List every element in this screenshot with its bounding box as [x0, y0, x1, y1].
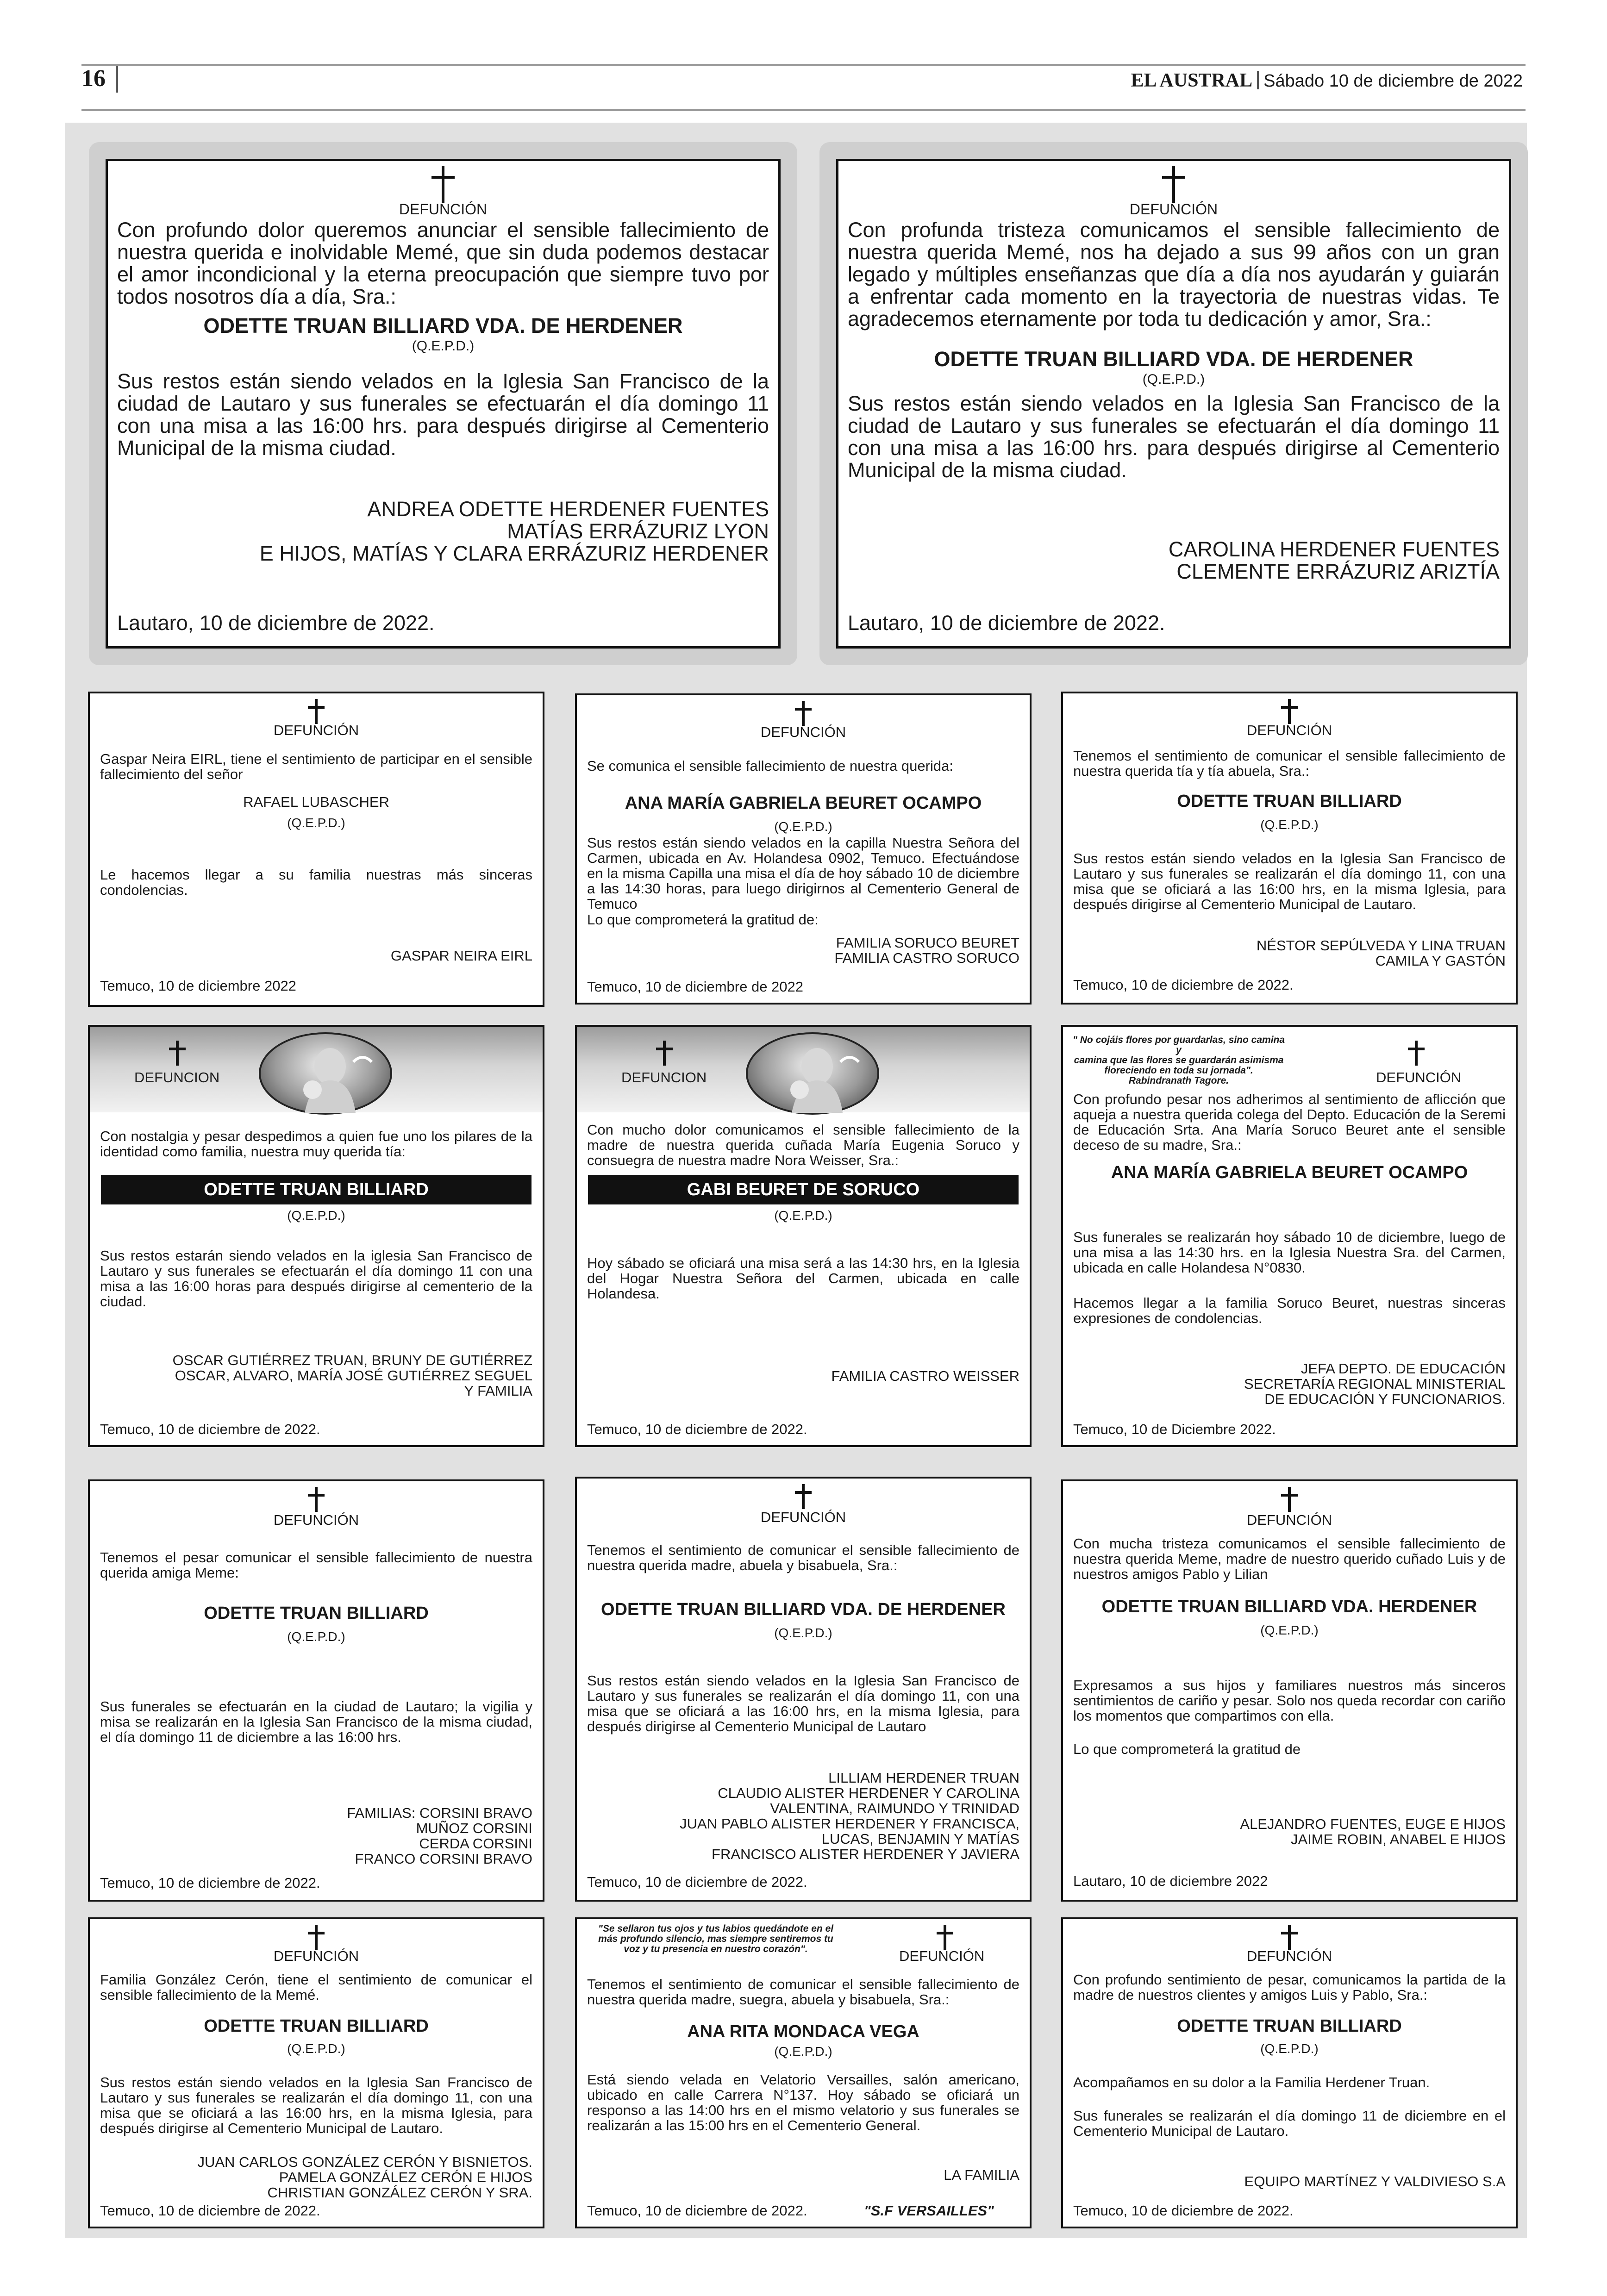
notice-intro: Tenemos el sentimiento de comunicar el sensible fallecimiento de nuestra querida madre, abuela y bisabuela, Sra.: — [587, 1542, 1019, 1573]
header-top-rule — [81, 64, 1526, 66]
notice-1-frame — [89, 142, 797, 665]
notice-intro: Tenemos el pesar comunicar el sensible fallecimiento de nuestra querida amiga Meme: — [100, 1549, 532, 1581]
signers — [1073, 1816, 1506, 1847]
notice-kind: DEFUNCIÓN — [760, 724, 846, 740]
cross-icon — [802, 701, 805, 726]
notice-date: Temuco, 10 de diciembre 2022 — [100, 978, 296, 994]
signers — [1073, 2174, 1506, 2189]
signers — [1169, 538, 1500, 583]
notice-6 — [88, 1025, 544, 1447]
signer-line: E HIJOS, MATÍAS Y CLARA ERRÁZURIZ HERDENER — [259, 542, 769, 565]
qepd: (Q.E.P.D.) — [287, 2041, 345, 2056]
signers — [100, 1353, 532, 1398]
notice-date: Temuco, 10 de Diciembre 2022. — [1073, 1421, 1276, 1437]
notice-text: Sus restos están siendo velados en la Iglesia San Francisco de Lautaro y sus funerales se realizarán el día domingo 11, con una misa que se oficiará a las 16:00 hrs, en la misma Iglesia, para después dirigirse al Cementerio Municipal de Lautaro. — [1073, 850, 1506, 912]
notice-kind: DEFUNCIÓN — [1246, 1948, 1332, 1964]
signer-line: DE EDUCACIÓN Y FUNCIONARIOS. — [1264, 1391, 1506, 1407]
cross-icon — [1172, 166, 1175, 203]
signer-line: ANDREA ODETTE HERDENER FUENTES — [367, 497, 769, 521]
signer-line: CERDA CORSINI — [419, 1835, 532, 1852]
signer-line: MATÍAS ERRÁZURIZ LYON — [507, 519, 769, 543]
qepd: (Q.E.P.D.) — [287, 816, 345, 830]
signer-line: FAMILIAS: CORSINI BRAVO — [347, 1805, 532, 1821]
notice-8 — [1061, 1025, 1518, 1447]
cross-icon — [1288, 699, 1291, 724]
signer-line: CHRISTIAN GONZÁLEZ CERÓN Y SRA. — [267, 2184, 532, 2201]
notice-intro: Con profundo dolor queremos anunciar el sensible fallecimiento de nuestra querida e inolvidable Memé, que sin duda podemos destacar el amor incondicional y la eterna preocupación que siempre tuvo por todos nosotros día a día, Sra.: — [117, 218, 769, 308]
signer-line: JUAN PABLO ALISTER HERDENER Y FRANCISCA, — [680, 1816, 1019, 1832]
signer-line: FAMILIA CASTRO SORUCO — [834, 950, 1019, 966]
cross-icon — [315, 1487, 318, 1512]
notice-text: Está siendo velada en Velatorio Versailles, salón americano, ubicado en calle Carrera N°137. Hoy sábado se oficiará un responso a las 14:00 hrs en el mismo velatorio y sus funerales se realizarán a las 15:00 hrs en el Cementerio General. — [587, 2071, 1019, 2134]
notice-text: Sus restos están siendo velados en la Iglesia San Francisco de la ciudad de Lautaro y sus funerales se efectuarán el día domingo 11 con una misa a las 16:00 hrs. para después dirigirse al Cementerio Municipal de la misma ciudad. — [117, 369, 769, 460]
deceased-name: ANA MARÍA GABRIELA BEURET OCAMPO — [1111, 1163, 1468, 1182]
quote-line: más profundo silencio, mas siempre sentiremos tu — [598, 1934, 833, 1944]
signer-line: JEFA DEPTO. DE EDUCACIÓN — [1301, 1360, 1506, 1377]
qepd: (Q.E.P.D.) — [412, 338, 475, 354]
notice-13 — [575, 1917, 1032, 2228]
signer-line: ALEJANDRO FUENTES, EUGE E HIJOS — [1240, 1816, 1506, 1832]
page-number-divider — [116, 66, 118, 93]
header-masthead — [1131, 69, 1523, 92]
signer-line: EQUIPO MARTÍNEZ Y VALDIVIESO S.A — [1244, 2173, 1506, 2190]
cross-icon — [944, 1925, 946, 1950]
notice-kind: DEFUNCIÓN — [1246, 722, 1332, 738]
deceased-name: ANA RITA MONDACA VEGA — [687, 2022, 919, 2041]
qepd: (Q.E.P.D.) — [287, 1629, 345, 1644]
signer-line: FRANCO CORSINI BRAVO — [355, 1851, 532, 1867]
signer-line: JUAN CARLOS GONZÁLEZ CERÓN Y BISNIETOS. — [197, 2154, 532, 2170]
deceased-name: ODETTE TRUAN BILLIARD VDA. DE HERDENER — [203, 314, 683, 337]
notice-text: Le hacemos llegar a su familia nuestras más sinceras condolencias. — [100, 867, 532, 898]
notice-kind: DEFUNCIÓN — [1376, 1069, 1462, 1086]
quote-line: voz y tu presencia en nuestro corazón". — [624, 1944, 808, 1954]
signer-line: OSCAR GUTIÉRREZ TRUAN, BRUNY DE GUTIÉRREZ — [172, 1352, 532, 1368]
signer-line: CLAUDIO ALISTER HERDENER Y CAROLINA — [718, 1785, 1019, 1801]
signer-line: FAMILIA CASTRO WEISSER — [831, 1368, 1019, 1384]
notice-date: Temuco, 10 de diciembre de 2022. — [587, 2202, 807, 2219]
signer-line: LILLIAM HERDENER TRUAN — [828, 1770, 1019, 1786]
signers — [587, 1770, 1019, 1862]
notice-9 — [88, 1479, 544, 1902]
issue-date: Sábado 10 de diciembre de 2022 — [1263, 71, 1523, 91]
header-bottom-rule — [81, 109, 1526, 111]
notice-intro: Gaspar Neira EIRL, tiene el sentimiento de participar en el sensible fallecimiento del señor — [100, 751, 532, 782]
notice-intro: Tenemos el sentimiento de comunicar el sensible fallecimiento de nuestra querida madre, suegra, abuela y bisabuela, Sra.: — [587, 1976, 1019, 2008]
cross-icon — [1288, 1925, 1291, 1950]
notice-4 — [575, 693, 1032, 1004]
notice-gratitude: Lo que comprometerá la gratitud de — [1073, 1741, 1301, 1757]
deceased-name: ANA MARÍA GABRIELA BEURET OCAMPO — [625, 793, 982, 813]
notice-11 — [1061, 1479, 1518, 1902]
quote — [586, 1924, 845, 1954]
notice-date: Lautaro, 10 de diciembre de 2022. — [848, 611, 1165, 635]
cross-icon — [315, 699, 318, 724]
signer-line: JAIME ROBIN, ANABEL E HIJOS — [1291, 1831, 1506, 1847]
deceased-name: ODETTE TRUAN BILLIARD — [101, 1175, 531, 1204]
quote-line: "Se sellaron tus ojos y tus labios quedándote en el — [598, 1923, 834, 1934]
notice-intro: Con profundo pesar nos adherimos al sentimiento de aflicción que aqueja a nuestra querida colega del Depto. Educación de la Seremi de Educación Srta. Ana María Soruco Beuret ante el sensible deceso de su madre, Sra.: — [1073, 1091, 1506, 1153]
deceased-name: ODETTE TRUAN BILLIARD — [204, 2016, 429, 2036]
notice-date: Temuco, 10 de diciembre de 2022. — [100, 1875, 320, 1891]
notice-text: Sus restos están siendo velados en la capilla Nuestra Señora del Carmen, ubicada en Av. Holandesa 0902, Temuco. Efectuándose en la misma Capilla una misa el día de hoy sábado 10 de diciembre a las 14:30 horas, para luego dirigirnos al Cementerio General de Temuco — [587, 835, 1019, 912]
notice-1 — [106, 159, 781, 649]
qepd: (Q.E.P.D.) — [1260, 817, 1319, 832]
signer-line: MUÑOZ CORSINI — [416, 1820, 532, 1836]
notice-date: Temuco, 10 de diciembre de 2022. — [1073, 2202, 1294, 2219]
signers — [1073, 1361, 1506, 1407]
deceased-name: ODETTE TRUAN BILLIARD — [1177, 792, 1402, 811]
signer-line: NÉSTOR SEPÚLVEDA Y LINA TRUAN — [1256, 937, 1506, 954]
signer-line: FRANCISCO ALISTER HERDENER Y JAVIERA — [712, 1846, 1019, 1862]
cross-icon — [1415, 1041, 1418, 1066]
signer-line: LA FAMILIA — [944, 2167, 1019, 2183]
deceased-name: ODETTE TRUAN BILLIARD VDA. DE HERDENER — [934, 347, 1413, 371]
cross-icon — [802, 1484, 805, 1509]
signers — [1073, 938, 1506, 968]
funeral-home: "S.F VERSAILLES" — [864, 2202, 994, 2219]
signer-line: PAMELA GONZÁLEZ CERÓN E HIJOS — [279, 2169, 532, 2185]
signers — [100, 948, 532, 963]
notice-7 — [575, 1025, 1032, 1447]
notice-gratitude: Lo que comprometerá la gratitud de: — [587, 911, 819, 928]
notice-date: Temuco, 10 de diciembre de 2022 — [587, 979, 804, 995]
notice-kind: DEFUNCIÓN — [273, 1948, 359, 1964]
notice-12 — [88, 1917, 544, 2228]
qepd: (Q.E.P.D.) — [774, 1626, 832, 1640]
notice-date: Lautaro, 10 de diciembre de 2022. — [117, 611, 435, 635]
quote-line: " No cojáis flores por guardarlas, sino camina y — [1072, 1035, 1285, 1055]
signer-line: GASPAR NEIRA EIRL — [390, 948, 532, 964]
notice-intro: Familia González Cerón, tiene el sentimiento de comunicar el sensible fallecimiento de la Memé. — [100, 1972, 532, 2003]
notice-intro: Con profunda tristeza comunicamos el sensible fallecimiento de nuestra querida Memé, nos ha dejado a sus 99 años con un gran legado y múltiples enseñanzas que día a día nos ayudarán y guiarán a enfrentar cada momento en la trayectoria de nuestras vidas. Te agradecemos eternamente por toda tu dedicación y amor, Sra.: — [848, 218, 1500, 331]
notice-2 — [836, 159, 1511, 649]
quote — [1072, 1035, 1285, 1086]
signer-line: SECRETARÍA REGIONAL MINISTERIAL — [1244, 1376, 1506, 1392]
deceased-name: ODETTE TRUAN BILLIARD VDA. DE HERDENER — [600, 1600, 1006, 1619]
page-number: 16 — [81, 65, 106, 92]
notice-kind: DEFUNCIÓN — [273, 722, 359, 738]
notice-date: Lautaro, 10 de diciembre 2022 — [1073, 1873, 1268, 1889]
deceased-name: ODETTE TRUAN BILLIARD — [204, 1603, 429, 1623]
signers — [587, 935, 1019, 966]
notice-text: Sus restos están siendo velados en la Iglesia San Francisco de Lautaro y sus funerales se realizarán el día domingo 11, con una misa que se oficiará a las 16:00 hrs, en la misma Iglesia, para después dirigirse al Cementerio Municipal de Lautaro. — [100, 2074, 532, 2136]
signer-line: OSCAR, ALVARO, MARÍA JOSÉ GUTIÉRREZ SEGUEL — [175, 1367, 532, 1384]
notice-kind: DEFUNCION — [134, 1069, 220, 1086]
notice-5 — [1061, 692, 1518, 1004]
signer-line: CAMILA Y GASTÓN — [1375, 953, 1506, 969]
notice-funeral-info: Sus funerales se realizarán el día domingo 11 de diciembre en el Cementerio Municipal de Lautaro. — [1073, 2108, 1506, 2139]
quote-line: floreciendo en toda su jornada". — [1104, 1065, 1253, 1076]
virgin-and-child-icon — [748, 1034, 877, 1113]
virgin-and-child-image — [259, 1032, 392, 1115]
notice-intro: Con mucha tristeza comunicamos el sensible fallecimiento de nuestra querida Meme, madre de nuestro querido cuñado Luis y de nuestros amigos Pablo y Lilian — [1073, 1535, 1506, 1582]
signer-line: LUCAS, BENJAMIN Y MATÍAS — [821, 1831, 1019, 1847]
notice-text: Sus funerales se efectuarán en la ciudad de Lautaro; la vigilia y misa se realizarán en la Iglesia San Francisco de la misma ciudad, el día domingo 11 de diciembre a las 16:00 hrs. — [100, 1698, 532, 1745]
notice-kind: DEFUNCIÓN — [273, 1512, 359, 1528]
quote-line: Rabindranath Tagore. — [1128, 1075, 1229, 1086]
signer-line: VALENTINA, RAIMUNDO Y TRINIDAD — [770, 1800, 1019, 1816]
cross-icon — [442, 166, 444, 203]
signers — [587, 2167, 1019, 2183]
signer-line: CLEMENTE ERRÁZURIZ ARIZTÍA — [1176, 560, 1500, 583]
signer-line: Y FAMILIA — [464, 1383, 532, 1399]
signer-line: CAROLINA HERDENER FUENTES — [1168, 537, 1500, 561]
cross-icon — [663, 1041, 666, 1066]
qepd: (Q.E.P.D.) — [287, 1208, 345, 1223]
qepd: (Q.E.P.D.) — [1260, 2041, 1319, 2056]
qepd: (Q.E.P.D.) — [774, 1208, 832, 1223]
notice-date: Temuco, 10 de diciembre de 2022. — [587, 1421, 807, 1437]
signer-line: FAMILIA SORUCO BEURET — [836, 935, 1019, 951]
notice-intro: Con mucho dolor comunicamos el sensible fallecimiento de la madre de nuestra querida cuñada María Eugenia Soruco y consuegra de nuestra madre Nora Weisser, Sra.: — [587, 1122, 1019, 1168]
notice-text: Expresamos a sus hijos y familiares nuestros más sinceros sentimientos de cariño y pesar. Solo nos queda recordar con cariño los momentos que compartimos con ella. — [1073, 1677, 1506, 1724]
publication-name: EL AUSTRAL — [1131, 70, 1253, 91]
notice-10 — [575, 1477, 1032, 1902]
signers — [100, 1805, 532, 1866]
qepd: (Q.E.P.D.) — [774, 2044, 832, 2059]
quote-line: camina que las flores se guardarán asimisma — [1074, 1055, 1284, 1066]
notice-text: Hoy sábado se oficiará una misa será a las 14:30 hrs, en la Iglesia del Hogar Nuestra Señora del Carmen, ubicada en calle Holandesa. — [587, 1255, 1019, 1302]
notice-kind: DEFUNCIÓN — [1129, 201, 1218, 218]
notice-14 — [1061, 1917, 1518, 2228]
qepd: (Q.E.P.D.) — [774, 819, 832, 834]
notice-condolences: Hacemos llegar a la familia Soruco Beuret, nuestras sinceras expresiones de condolencias. — [1073, 1295, 1506, 1326]
signers — [260, 498, 769, 565]
virgin-and-child-icon — [261, 1034, 390, 1113]
masthead-divider — [1257, 71, 1259, 89]
notice-kind: DEFUNCIÓN — [899, 1948, 985, 1964]
notice-date: Temuco, 10 de diciembre de 2022. — [100, 1421, 320, 1437]
deceased-name: ODETTE TRUAN BILLIARD VDA. HERDENER — [1101, 1597, 1477, 1616]
notice-kind: DEFUNCIÓN — [1246, 1512, 1332, 1528]
notice-date: Temuco, 10 de diciembre de 2022. — [100, 2202, 320, 2219]
notice-intro: Se comunica el sensible fallecimiento de nuestra querida: — [587, 758, 953, 774]
notice-date: Temuco, 10 de diciembre de 2022. — [1073, 977, 1294, 993]
notice-kind: DEFUNCIÓN — [760, 1509, 846, 1525]
notice-text: Acompañamos en su dolor a la Familia Herdener Truan. — [1073, 2074, 1430, 2090]
cross-icon — [176, 1041, 179, 1066]
cross-icon — [1288, 1487, 1291, 1512]
notice-2-frame — [819, 142, 1528, 665]
cross-icon — [315, 1925, 318, 1950]
notice-3 — [88, 692, 544, 1007]
notice-kind: DEFUNCIÓN — [399, 201, 488, 218]
deceased-name: ODETTE TRUAN BILLIARD — [1177, 2016, 1402, 2036]
notice-text: Sus restos están siendo velados en la Iglesia San Francisco de Lautaro y sus funerales se realizarán el día domingo 11, con una misa que se oficiará a las 16:00 hrs, en la misma Iglesia, para después dirigirse al Cementerio Municipal de Lautaro — [587, 1672, 1019, 1734]
deceased-name: RAFAEL LUBASCHER — [243, 794, 389, 810]
notice-text: Sus restos estarán siendo velados en la iglesia San Francisco de Lautaro y sus funerales se efectuarán el día domingo 11 con una misa a las 16:00 horas para después dirigirse al cementerio de la ciudad. — [100, 1248, 532, 1310]
signers — [587, 1368, 1019, 1384]
notice-text: Sus funerales se realizarán hoy sábado 10 de diciembre, luego de una misa a las 14:30 hrs. en la Iglesia Nuestra Sra. del Carmen, ubicada en calle Holandesa N°0830. — [1073, 1229, 1506, 1276]
notice-text: Sus restos están siendo velados en la Iglesia San Francisco de la ciudad de Lautaro y sus funerales se efectuarán el día domingo 11 con una misa a las 16:00 hrs. para después dirigirse al Cementerio Municipal de la misma ciudad. — [848, 392, 1500, 482]
notice-intro: Tenemos el sentimiento de comunicar el sensible fallecimiento de nuestra querida tía y tía abuela, Sra.: — [1073, 748, 1506, 779]
notice-date: Temuco, 10 de diciembre de 2022. — [587, 1874, 807, 1890]
notice-intro: Con profundo sentimiento de pesar, comunicamos la partida de la madre de nuestros clientes y amigos Luis y Pablo, Sra.: — [1073, 1972, 1506, 2003]
deceased-name: GABI BEURET DE SORUCO — [588, 1175, 1019, 1204]
notice-kind: DEFUNCION — [621, 1069, 707, 1086]
qepd: (Q.E.P.D.) — [1260, 1623, 1319, 1637]
signers — [100, 2154, 532, 2200]
virgin-and-child-image — [746, 1032, 879, 1115]
notice-intro: Con nostalgia y pesar despedimos a quien fue uno los pilares de la identidad como familia, nuestra muy querida tía: — [100, 1128, 532, 1160]
qepd: (Q.E.P.D.) — [1142, 372, 1205, 387]
